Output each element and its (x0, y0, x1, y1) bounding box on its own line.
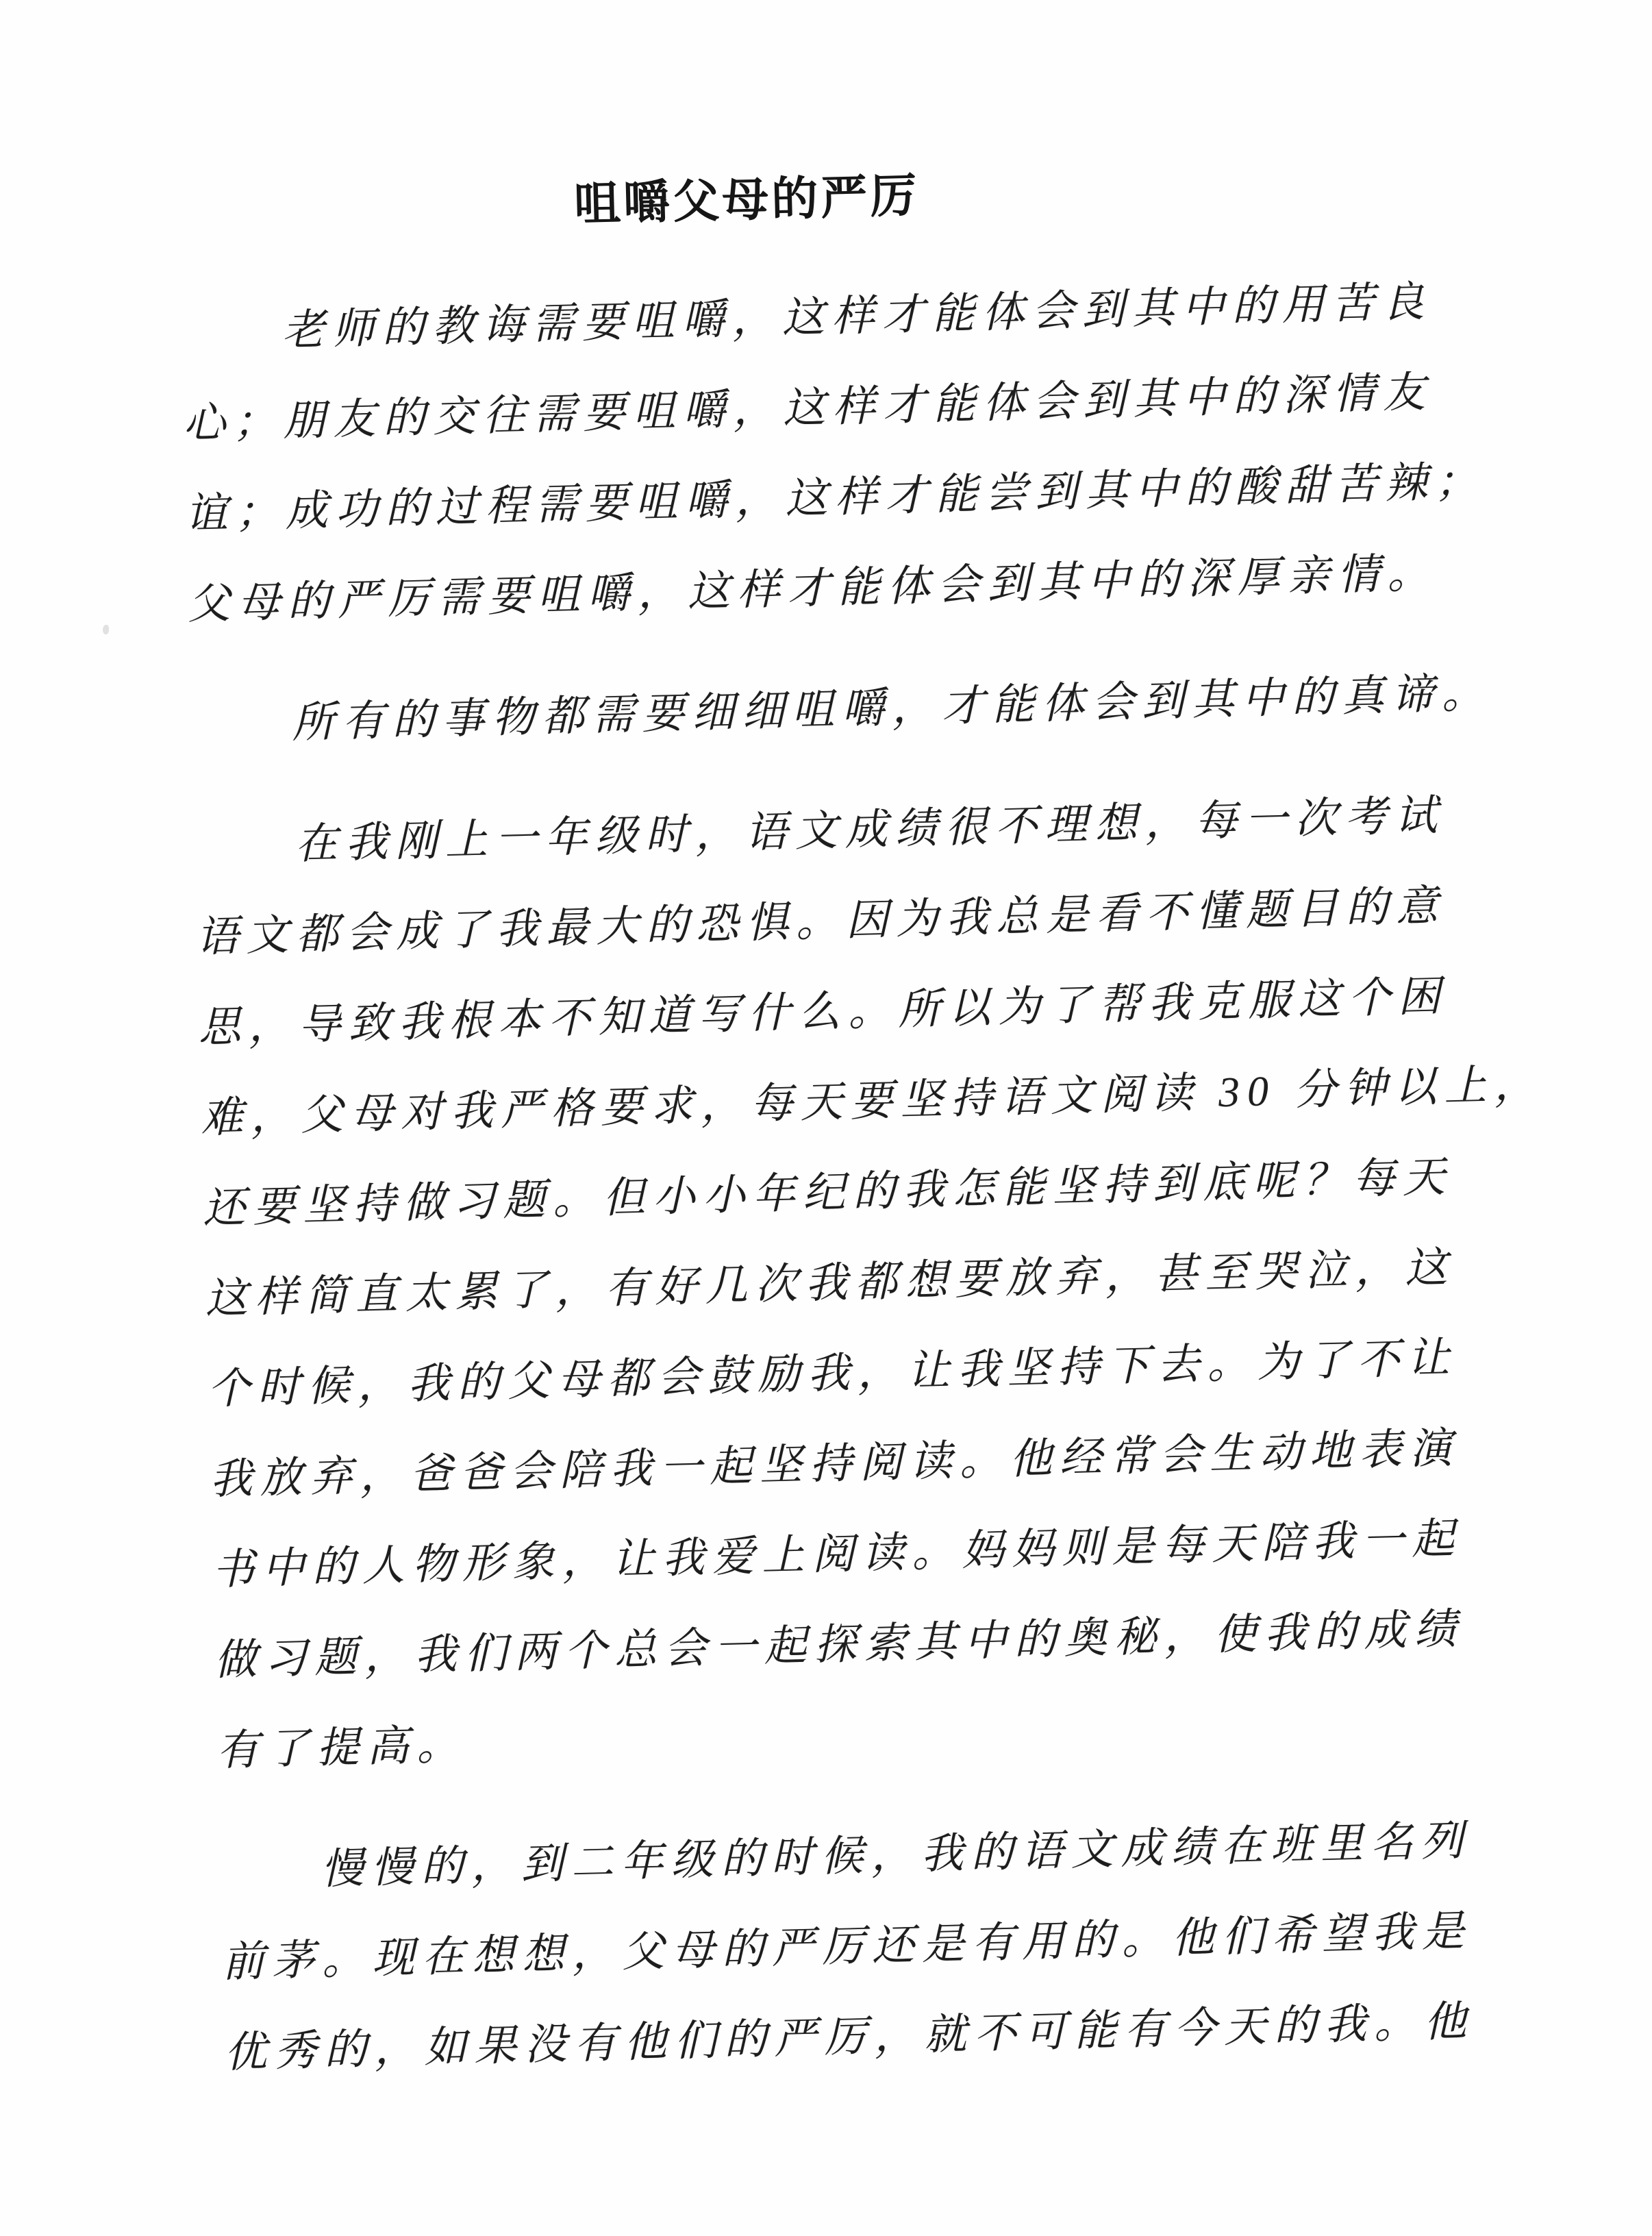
document-title: 咀嚼父母的严厉 (573, 169, 921, 231)
paragraph-2 (190, 649, 1492, 771)
text-line: 慢慢的，到二年级的时候，我的语文成绩在班里名列 (320, 1817, 1472, 1893)
text-line: 书中的人物形象，让我爱上阅读。妈妈则是每天陪我一起 (211, 1515, 1462, 1594)
paragraph-3 (192, 770, 1545, 1796)
text-line: 思，导致我根本不知道写什么。所以为了帮我克服这个困 (197, 973, 1449, 1052)
text-line: 有了提高。 (216, 1722, 468, 1775)
text-line: 难，父母对我严格要求，每天要坚持语文阅读 30 分钟以上， (200, 1061, 1545, 1142)
text-line: 心；朋友的交往需要咀嚼，这样才能体会到其中的深情友 (182, 369, 1434, 448)
text-line: 优秀的，如果没有他们的严厉，就不可能有今天的我。他 (223, 1998, 1475, 2077)
scan-artifact (103, 625, 109, 634)
text-line: 我放弃，爸爸会陪我一起坚持阅读。他经常会生动地表演 (209, 1425, 1460, 1504)
text-line: 语文都会成了我最大的恐惧。因为我总是看不懂题目的意 (195, 882, 1447, 961)
text-line: 做习题，我们两个总会一起探索其中的奥秘，使我的成绩 (214, 1606, 1465, 1685)
text-line: 老师的教诲需要咀嚼，这样才能体会到其中的用苦良 (281, 278, 1433, 355)
text-line: 在我刚上一年级时，语文成绩很不理想，每一次考试 (295, 792, 1446, 869)
text-line: 所有的事物都需要细细咀嚼，才能体会到其中的真谛。 (291, 669, 1492, 747)
text-line: 还要坚持做习题。但小小年纪的我怎能坚持到底呢？每天 (202, 1154, 1453, 1232)
text-line: 个时候，我的父母都会鼓励我，让我坚持下去。为了不让 (207, 1334, 1458, 1413)
paragraph-1 (179, 256, 1486, 650)
text-line: 前茅。现在想想，父母的严厉还是有用的。他们希望我是 (221, 1908, 1473, 1987)
text-line: 谊；成功的过程需要咀嚼，这样才能尝到其中的酸甜苦辣； (184, 458, 1486, 538)
text-line: 父母的严厉需要咀嚼，这样才能体会到其中的深厚亲情。 (187, 549, 1438, 628)
text-line: 这样简直太累了，有好几次我都想要放弃，甚至哭泣，这 (204, 1244, 1455, 1323)
paragraph-4 (218, 1796, 1493, 2099)
essay-content (177, 151, 1545, 2098)
